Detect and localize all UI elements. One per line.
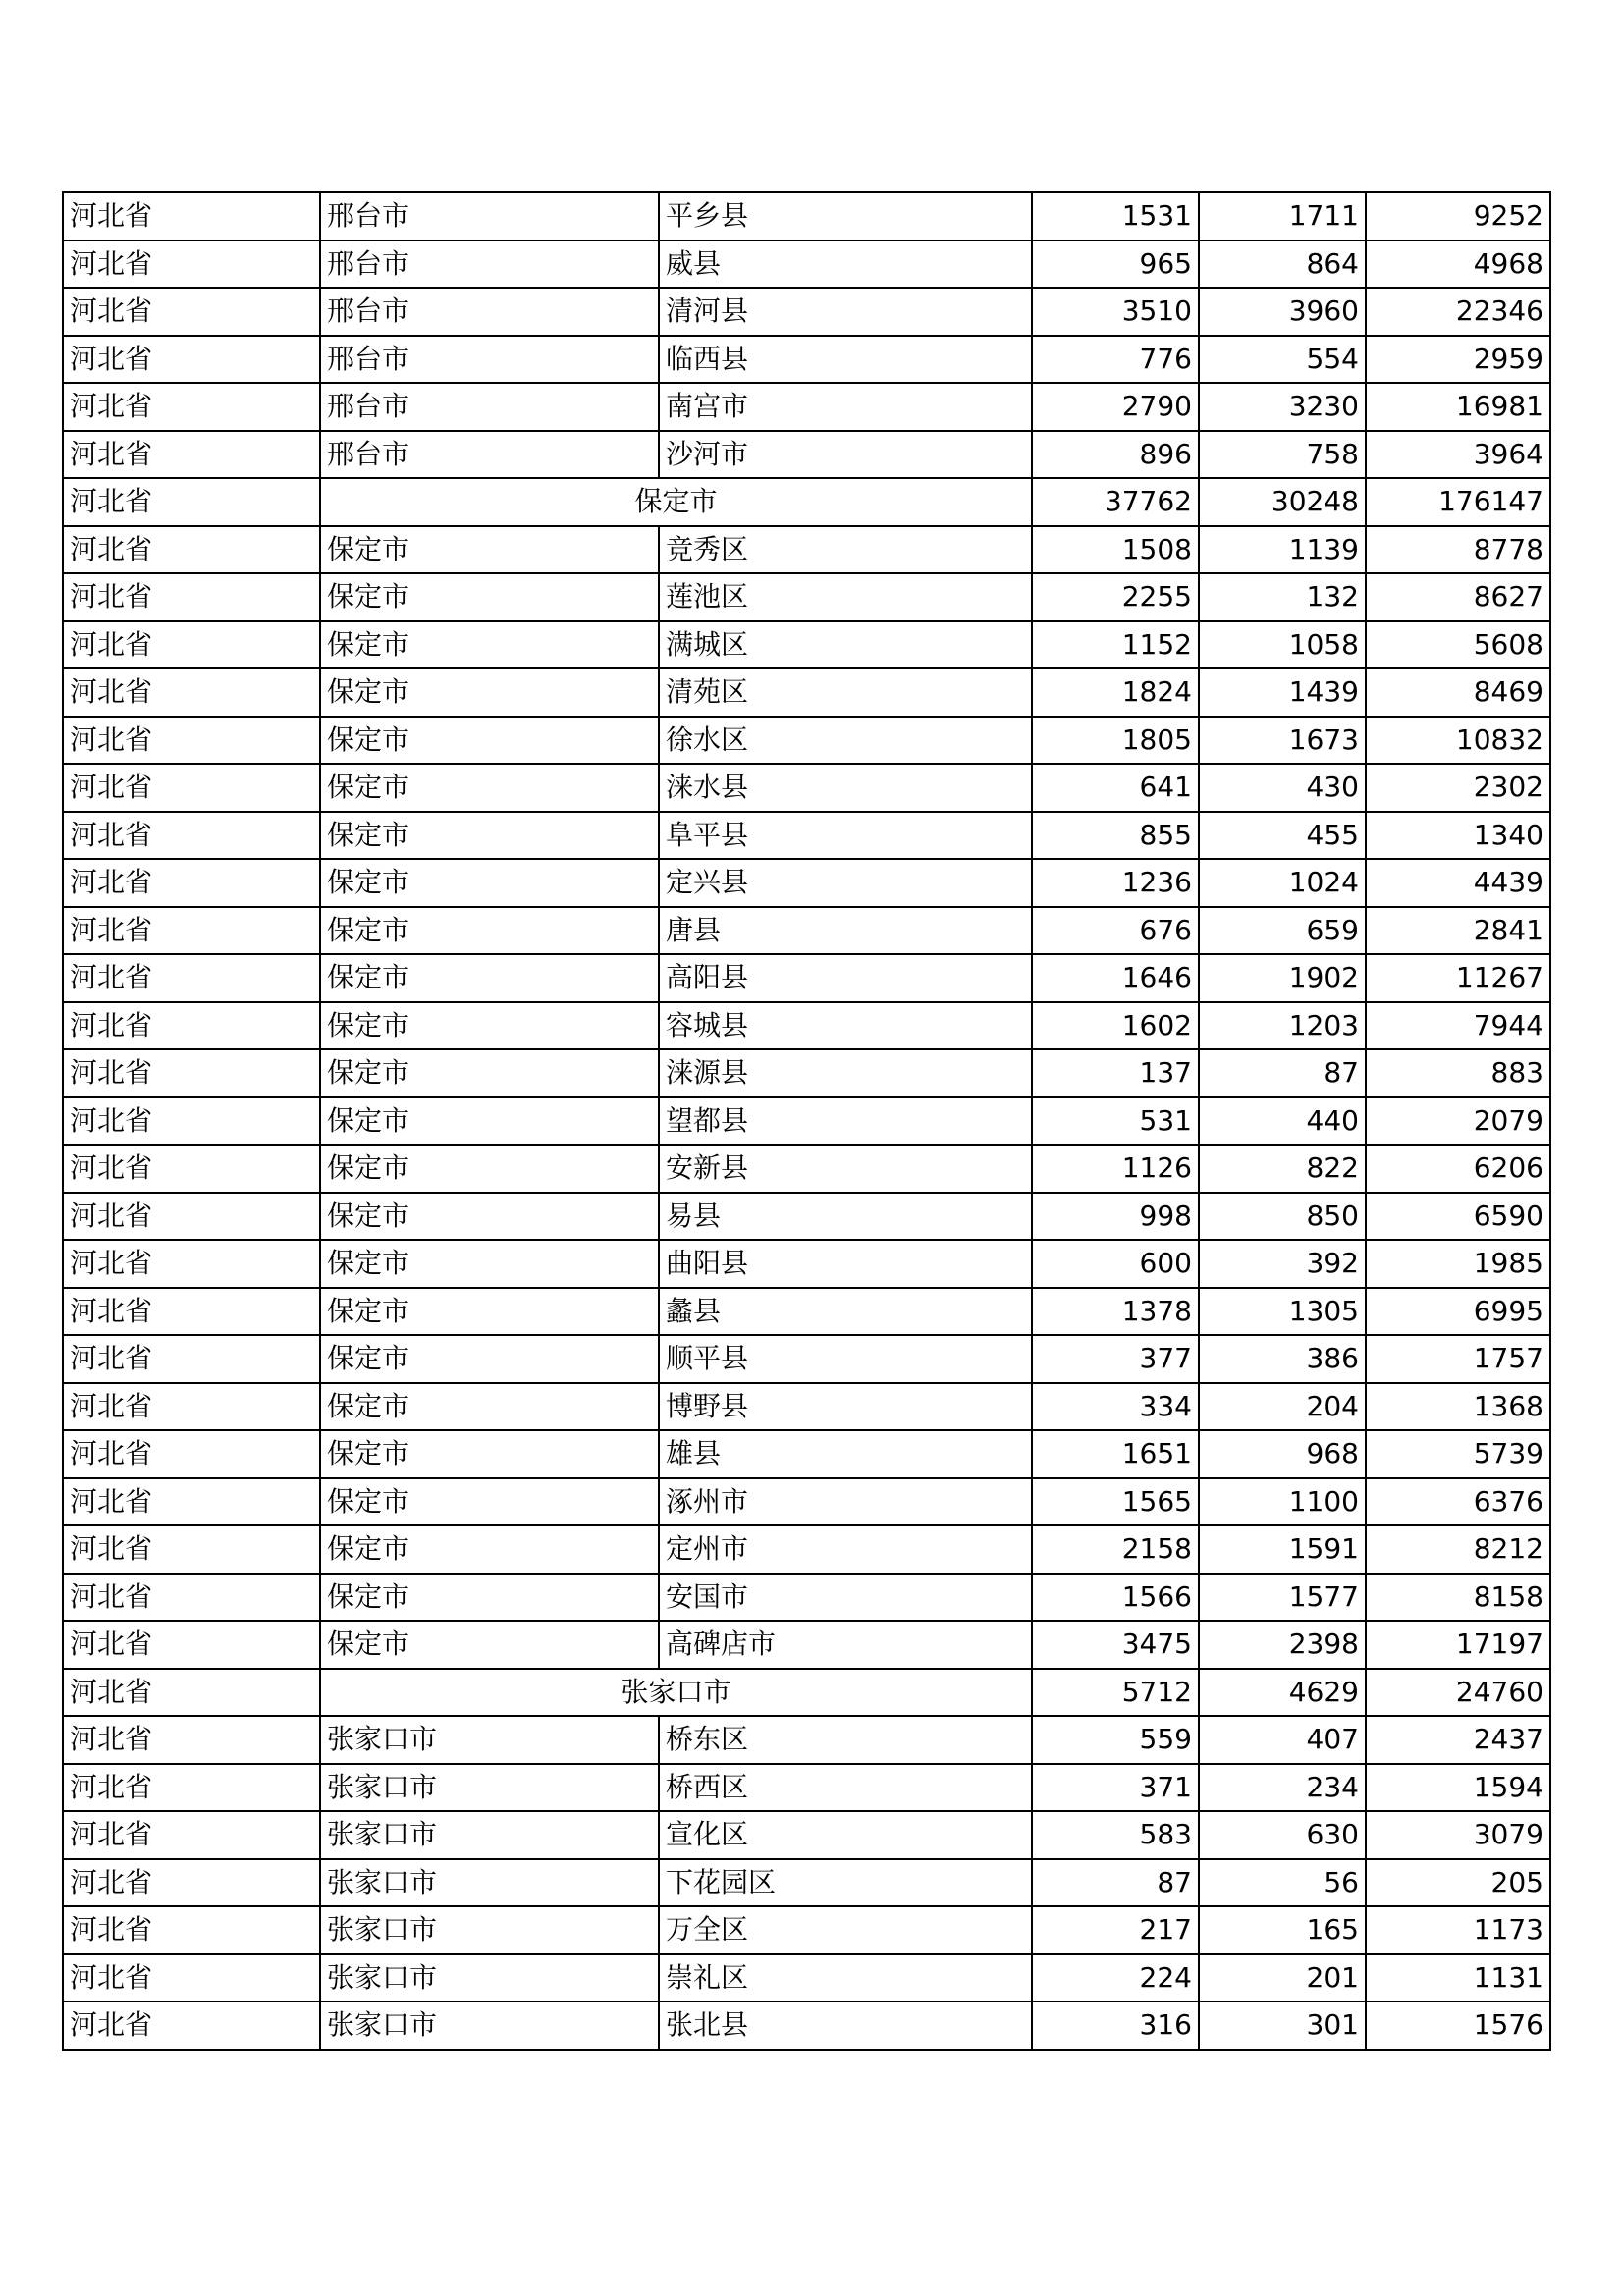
county-cell: 徐水区: [659, 717, 1032, 765]
province-cell: 河北省: [63, 1525, 320, 1574]
value-cell-1: 1566: [1032, 1574, 1199, 1622]
city-cell: 保定市: [320, 1288, 659, 1336]
value-cell-1: 334: [1032, 1383, 1199, 1431]
county-cell: 涞源县: [659, 1049, 1032, 1097]
county-cell: 张北县: [659, 2002, 1032, 2050]
city-cell: 保定市: [320, 1430, 659, 1478]
province-cell: 河北省: [63, 1430, 320, 1478]
city-cell: 保定市: [320, 1621, 659, 1669]
value-cell-3: 2437: [1366, 1716, 1550, 1764]
province-cell: 河北省: [63, 336, 320, 384]
value-cell-1: 2790: [1032, 383, 1199, 431]
province-cell: 河北省: [63, 573, 320, 621]
province-cell: 河北省: [63, 859, 320, 907]
table-row: [63, 1240, 1550, 1288]
table-row: [63, 573, 1550, 621]
city-cell: 保定市: [320, 1525, 659, 1574]
value-cell-2: 440: [1199, 1097, 1366, 1146]
value-cell-2: 1305: [1199, 1288, 1366, 1336]
table-row: [63, 1002, 1550, 1050]
province-cell: 河北省: [63, 1716, 320, 1764]
table-row: [63, 1764, 1550, 1812]
county-cell: 唐县: [659, 907, 1032, 955]
value-cell-3: 8627: [1366, 573, 1550, 621]
value-cell-2: 968: [1199, 1430, 1366, 1478]
value-cell-3: 6995: [1366, 1288, 1550, 1336]
table-row: [63, 764, 1550, 812]
city-cell: 张家口市: [320, 1716, 659, 1764]
county-cell: 阜平县: [659, 812, 1032, 860]
value-cell-1: 1565: [1032, 1478, 1199, 1526]
value-cell-3: 1368: [1366, 1383, 1550, 1431]
province-cell: 河北省: [63, 1288, 320, 1336]
city-cell: 邢台市: [320, 288, 659, 336]
city-cell: 邢台市: [320, 431, 659, 479]
county-cell: 曲阳县: [659, 1240, 1032, 1288]
county-cell: 威县: [659, 240, 1032, 289]
county-cell: 清苑区: [659, 668, 1032, 717]
value-cell-2: 4629: [1199, 1669, 1366, 1717]
table-row: [63, 1859, 1550, 1907]
value-cell-3: 7944: [1366, 1002, 1550, 1050]
city-subtotal-cell: 张家口市: [320, 1669, 1032, 1717]
value-cell-3: 2079: [1366, 1097, 1550, 1146]
county-cell: 易县: [659, 1193, 1032, 1241]
table-row: [63, 621, 1550, 669]
county-cell: 桥西区: [659, 1764, 1032, 1812]
value-cell-3: 4968: [1366, 240, 1550, 289]
province-cell: 河北省: [63, 812, 320, 860]
table-row: [63, 812, 1550, 860]
city-cell: 保定市: [320, 812, 659, 860]
value-cell-3: 6376: [1366, 1478, 1550, 1526]
city-cell: 保定市: [320, 1335, 659, 1383]
city-cell: 邢台市: [320, 240, 659, 289]
table-row: [63, 336, 1550, 384]
subtotal-row: [63, 1669, 1550, 1717]
province-cell: 河北省: [63, 1097, 320, 1146]
value-cell-3: 17197: [1366, 1621, 1550, 1669]
province-cell: 河北省: [63, 764, 320, 812]
table-row: [63, 2002, 1550, 2050]
value-cell-3: 1757: [1366, 1335, 1550, 1383]
city-cell: 保定市: [320, 1145, 659, 1193]
value-cell-3: 22346: [1366, 288, 1550, 336]
city-cell: 邢台市: [320, 192, 659, 240]
table-row: [63, 1335, 1550, 1383]
value-cell-1: 371: [1032, 1764, 1199, 1812]
county-cell: 崇礼区: [659, 1954, 1032, 2002]
value-cell-2: 165: [1199, 1906, 1366, 1954]
value-cell-3: 16981: [1366, 383, 1550, 431]
value-cell-1: 641: [1032, 764, 1199, 812]
value-cell-2: 386: [1199, 1335, 1366, 1383]
city-cell: 保定市: [320, 907, 659, 955]
value-cell-1: 1378: [1032, 1288, 1199, 1336]
county-cell: 定兴县: [659, 859, 1032, 907]
county-cell: 竞秀区: [659, 526, 1032, 574]
province-cell: 河北省: [63, 1811, 320, 1859]
value-cell-1: 1126: [1032, 1145, 1199, 1193]
value-cell-3: 1576: [1366, 2002, 1550, 2050]
value-cell-2: 1902: [1199, 954, 1366, 1002]
value-cell-2: 630: [1199, 1811, 1366, 1859]
value-cell-3: 8778: [1366, 526, 1550, 574]
value-cell-3: 3079: [1366, 1811, 1550, 1859]
value-cell-2: 201: [1199, 1954, 1366, 2002]
table-row: [63, 859, 1550, 907]
table-row: [63, 1049, 1550, 1097]
county-cell: 平乡县: [659, 192, 1032, 240]
province-cell: 河北省: [63, 1621, 320, 1669]
table-row: [63, 192, 1550, 240]
county-cell: 清河县: [659, 288, 1032, 336]
table-row: [63, 1478, 1550, 1526]
county-cell: 顺平县: [659, 1335, 1032, 1383]
county-cell: 高阳县: [659, 954, 1032, 1002]
value-cell-2: 1673: [1199, 717, 1366, 765]
province-cell: 河北省: [63, 383, 320, 431]
value-cell-3: 1173: [1366, 1906, 1550, 1954]
value-cell-2: 204: [1199, 1383, 1366, 1431]
table-row: [63, 1811, 1550, 1859]
value-cell-3: 176147: [1366, 478, 1550, 526]
value-cell-2: 301: [1199, 2002, 1366, 2050]
city-cell: 张家口市: [320, 1906, 659, 1954]
value-cell-1: 600: [1032, 1240, 1199, 1288]
county-cell: 涿州市: [659, 1478, 1032, 1526]
value-cell-1: 1508: [1032, 526, 1199, 574]
city-cell: 保定市: [320, 859, 659, 907]
province-cell: 河北省: [63, 288, 320, 336]
table-row: [63, 1383, 1550, 1431]
table-row: [63, 668, 1550, 717]
value-cell-2: 3960: [1199, 288, 1366, 336]
value-cell-1: 559: [1032, 1716, 1199, 1764]
city-cell: 保定市: [320, 1193, 659, 1241]
value-cell-3: 5739: [1366, 1430, 1550, 1478]
city-cell: 保定市: [320, 954, 659, 1002]
value-cell-1: 1236: [1032, 859, 1199, 907]
county-cell: 博野县: [659, 1383, 1032, 1431]
province-cell: 河北省: [63, 478, 320, 526]
table-row: [63, 1716, 1550, 1764]
value-cell-1: 87: [1032, 1859, 1199, 1907]
province-cell: 河北省: [63, 2002, 320, 2050]
table-row: [63, 526, 1550, 574]
province-cell: 河北省: [63, 1478, 320, 1526]
value-cell-3: 5608: [1366, 621, 1550, 669]
province-cell: 河北省: [63, 1764, 320, 1812]
value-cell-3: 2841: [1366, 907, 1550, 955]
value-cell-1: 2255: [1032, 573, 1199, 621]
value-cell-3: 2959: [1366, 336, 1550, 384]
value-cell-2: 430: [1199, 764, 1366, 812]
value-cell-1: 1805: [1032, 717, 1199, 765]
province-cell: 河北省: [63, 954, 320, 1002]
province-cell: 河北省: [63, 1574, 320, 1622]
table-row: [63, 954, 1550, 1002]
value-cell-1: 676: [1032, 907, 1199, 955]
value-cell-1: 5712: [1032, 1669, 1199, 1717]
city-cell: 保定市: [320, 526, 659, 574]
value-cell-1: 583: [1032, 1811, 1199, 1859]
province-cell: 河北省: [63, 1193, 320, 1241]
value-cell-1: 217: [1032, 1906, 1199, 1954]
value-cell-2: 1591: [1199, 1525, 1366, 1574]
table-row: [63, 1906, 1550, 1954]
county-cell: 万全区: [659, 1906, 1032, 1954]
value-cell-1: 998: [1032, 1193, 1199, 1241]
province-cell: 河北省: [63, 1335, 320, 1383]
table-row: [63, 1574, 1550, 1622]
province-cell: 河北省: [63, 717, 320, 765]
city-cell: 保定市: [320, 573, 659, 621]
value-cell-2: 850: [1199, 1193, 1366, 1241]
value-cell-3: 883: [1366, 1049, 1550, 1097]
province-cell: 河北省: [63, 621, 320, 669]
county-cell: 下花园区: [659, 1859, 1032, 1907]
value-cell-2: 30248: [1199, 478, 1366, 526]
province-cell: 河北省: [63, 1145, 320, 1193]
city-cell: 张家口市: [320, 1859, 659, 1907]
city-cell: 保定市: [320, 1240, 659, 1288]
county-cell: 临西县: [659, 336, 1032, 384]
value-cell-3: 11267: [1366, 954, 1550, 1002]
value-cell-2: 864: [1199, 240, 1366, 289]
value-cell-2: 822: [1199, 1145, 1366, 1193]
value-cell-3: 205: [1366, 1859, 1550, 1907]
table-row: [63, 1621, 1550, 1669]
table-row: [63, 431, 1550, 479]
county-cell: 满城区: [659, 621, 1032, 669]
city-cell: 保定市: [320, 764, 659, 812]
province-cell: 河北省: [63, 668, 320, 717]
city-cell: 保定市: [320, 1383, 659, 1431]
city-cell: 保定市: [320, 1097, 659, 1146]
value-cell-1: 1824: [1032, 668, 1199, 717]
value-cell-2: 1024: [1199, 859, 1366, 907]
county-cell: 莲池区: [659, 573, 1032, 621]
value-cell-2: 407: [1199, 1716, 1366, 1764]
value-cell-1: 37762: [1032, 478, 1199, 526]
table-row: [63, 1430, 1550, 1478]
city-cell: 保定市: [320, 1049, 659, 1097]
table-row: [63, 1954, 1550, 2002]
city-cell: 保定市: [320, 668, 659, 717]
city-cell: 张家口市: [320, 1811, 659, 1859]
province-cell: 河北省: [63, 192, 320, 240]
county-cell: 宣化区: [659, 1811, 1032, 1859]
value-cell-3: 6206: [1366, 1145, 1550, 1193]
county-cell: 沙河市: [659, 431, 1032, 479]
value-cell-2: 132: [1199, 573, 1366, 621]
value-cell-1: 776: [1032, 336, 1199, 384]
value-cell-2: 2398: [1199, 1621, 1366, 1669]
subtotal-row: [63, 478, 1550, 526]
value-cell-2: 1439: [1199, 668, 1366, 717]
value-cell-1: 1646: [1032, 954, 1199, 1002]
value-cell-1: 2158: [1032, 1525, 1199, 1574]
county-cell: 定州市: [659, 1525, 1032, 1574]
county-cell: 望都县: [659, 1097, 1032, 1146]
table-row: [63, 907, 1550, 955]
table-row: [63, 1525, 1550, 1574]
city-cell: 保定市: [320, 621, 659, 669]
province-cell: 河北省: [63, 1954, 320, 2002]
data-table: [62, 191, 1551, 2051]
value-cell-2: 1711: [1199, 192, 1366, 240]
province-cell: 河北省: [63, 1383, 320, 1431]
table-row: [63, 1097, 1550, 1146]
value-cell-3: 8212: [1366, 1525, 1550, 1574]
value-cell-2: 455: [1199, 812, 1366, 860]
value-cell-3: 4439: [1366, 859, 1550, 907]
value-cell-3: 10832: [1366, 717, 1550, 765]
value-cell-1: 224: [1032, 1954, 1199, 2002]
city-cell: 张家口市: [320, 2002, 659, 2050]
value-cell-1: 316: [1032, 2002, 1199, 2050]
value-cell-2: 1058: [1199, 621, 1366, 669]
province-cell: 河北省: [63, 1859, 320, 1907]
province-cell: 河北省: [63, 1669, 320, 1717]
city-subtotal-cell: 保定市: [320, 478, 1032, 526]
value-cell-2: 1203: [1199, 1002, 1366, 1050]
value-cell-2: 659: [1199, 907, 1366, 955]
city-cell: 保定市: [320, 1478, 659, 1526]
value-cell-3: 9252: [1366, 192, 1550, 240]
value-cell-3: 3964: [1366, 431, 1550, 479]
province-cell: 河北省: [63, 1906, 320, 1954]
value-cell-3: 8469: [1366, 668, 1550, 717]
province-cell: 河北省: [63, 1240, 320, 1288]
table-row: [63, 288, 1550, 336]
value-cell-1: 855: [1032, 812, 1199, 860]
province-cell: 河北省: [63, 1002, 320, 1050]
value-cell-1: 965: [1032, 240, 1199, 289]
province-cell: 河北省: [63, 907, 320, 955]
value-cell-3: 2302: [1366, 764, 1550, 812]
province-cell: 河北省: [63, 431, 320, 479]
value-cell-1: 3510: [1032, 288, 1199, 336]
table-row: [63, 240, 1550, 289]
city-cell: 张家口市: [320, 1764, 659, 1812]
value-cell-3: 24760: [1366, 1669, 1550, 1717]
value-cell-3: 8158: [1366, 1574, 1550, 1622]
city-cell: 邢台市: [320, 336, 659, 384]
city-cell: 保定市: [320, 1002, 659, 1050]
value-cell-1: 137: [1032, 1049, 1199, 1097]
value-cell-2: 758: [1199, 431, 1366, 479]
table-row: [63, 1193, 1550, 1241]
county-cell: 安新县: [659, 1145, 1032, 1193]
value-cell-3: 6590: [1366, 1193, 1550, 1241]
value-cell-1: 3475: [1032, 1621, 1199, 1669]
table-body: [63, 192, 1550, 2050]
county-cell: 容城县: [659, 1002, 1032, 1050]
city-cell: 张家口市: [320, 1954, 659, 2002]
value-cell-3: 1340: [1366, 812, 1550, 860]
value-cell-2: 554: [1199, 336, 1366, 384]
value-cell-2: 1139: [1199, 526, 1366, 574]
city-cell: 保定市: [320, 717, 659, 765]
province-cell: 河北省: [63, 1049, 320, 1097]
value-cell-1: 1651: [1032, 1430, 1199, 1478]
value-cell-2: 234: [1199, 1764, 1366, 1812]
county-cell: 南宫市: [659, 383, 1032, 431]
county-cell: 高碑店市: [659, 1621, 1032, 1669]
value-cell-1: 1531: [1032, 192, 1199, 240]
value-cell-2: 56: [1199, 1859, 1366, 1907]
value-cell-3: 1131: [1366, 1954, 1550, 2002]
city-cell: 邢台市: [320, 383, 659, 431]
table-row: [63, 1145, 1550, 1193]
value-cell-1: 377: [1032, 1335, 1199, 1383]
county-cell: 涞水县: [659, 764, 1032, 812]
value-cell-2: 392: [1199, 1240, 1366, 1288]
value-cell-1: 1602: [1032, 1002, 1199, 1050]
county-cell: 桥东区: [659, 1716, 1032, 1764]
value-cell-2: 3230: [1199, 383, 1366, 431]
value-cell-1: 896: [1032, 431, 1199, 479]
value-cell-1: 531: [1032, 1097, 1199, 1146]
table-row: [63, 717, 1550, 765]
province-cell: 河北省: [63, 526, 320, 574]
value-cell-1: 1152: [1032, 621, 1199, 669]
value-cell-3: 1594: [1366, 1764, 1550, 1812]
value-cell-3: 1985: [1366, 1240, 1550, 1288]
value-cell-2: 1100: [1199, 1478, 1366, 1526]
table-row: [63, 1288, 1550, 1336]
county-cell: 雄县: [659, 1430, 1032, 1478]
table-row: [63, 383, 1550, 431]
value-cell-2: 87: [1199, 1049, 1366, 1097]
value-cell-2: 1577: [1199, 1574, 1366, 1622]
county-cell: 安国市: [659, 1574, 1032, 1622]
province-cell: 河北省: [63, 240, 320, 289]
city-cell: 保定市: [320, 1574, 659, 1622]
county-cell: 蠡县: [659, 1288, 1032, 1336]
